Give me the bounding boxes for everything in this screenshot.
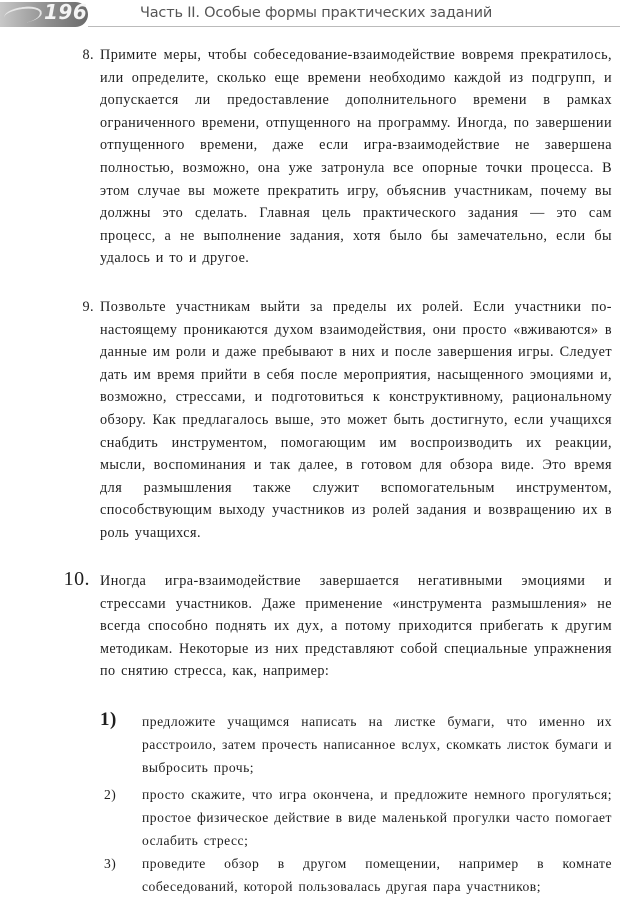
sub-list-item-text: предложите учащимся написать на листке бумаги, что именно их расстроило, затем прочесть написанное вслух, скомкать листок бумаги и выбросить прочь;	[142, 714, 612, 775]
list-item-number: 9.	[82, 299, 94, 315]
sub-list-item	[104, 783, 612, 852]
header-divider	[88, 26, 620, 27]
list-item	[82, 44, 612, 270]
list-item-text: Иногда игра-взаимодействие завершается негативными эмоциями и стрессами участников. Даже применение «инструмента размышления» не всегда способно поднять их дух, а потому приходится прибегать к другим методикам. Некоторые из них представляют собой специальные упражнения по снятию стресса, как, например:	[100, 573, 612, 680]
list-item	[63, 568, 612, 683]
list-item-text: Позвольте участникам выйти за пределы их ролей. Если участники по-настоящему проникаются духом взаимодействия, они просто «вживаются» в данные им роли и даже пребывают в них и после завершения игры. Следует дать им время прийти в себя после мероприятия, насыщенного эмоциями и, возможно, стрессами, и подготовиться к конструктивному, рациональному обзору. Как предлагалось выше, это может быть достигнуто, если учащихся снабдить инструментом, помогающим им воспроизводить их реакции, мысли, воспоминания и так далее, в готовом для обзора виде. Это время для размышления также служит вспомогательным инструментом, способствующим выходу участников из ролей задания и возвращению их в роль учащихся.	[100, 299, 612, 541]
sub-list-item	[100, 709, 612, 779]
running-head: Часть II. Особые формы практических заданий	[140, 5, 493, 21]
sub-list-item	[104, 852, 612, 898]
sub-list-item-number: 1)	[100, 709, 117, 730]
page-header	[0, 0, 620, 30]
sub-list-item-text: просто скажите, что игра окончена, и предложите немного прогуляться; простое физическое действие в виде маленькой прогулки часто помогает ослабить стресс;	[142, 787, 612, 848]
list-item	[82, 296, 612, 545]
list-item-text: Примите меры, чтобы собеседование-взаимодействие вовремя прекратилось, или определите, сколько еще времени необходимо каждой из подгрупп, и допускается ли предоставление дополнительного времени в рамках ограниченного времени, отпущенного на программу. Иногда, по завершении отпущенного времени, даже если игра-взаимодействие не завершена полностью, возможно, она уже затронула все опорные точки процесса. В этом случае вы можете прекратить игру, объяснив участникам, почему вы должны это сделать. Главная цель практического задания — это сам процесс, а не выполнение задания, хотя было бы замечательно, если бы удалось и то и другое.	[100, 47, 612, 267]
page-number: 196	[44, 0, 88, 24]
list-item-number: 8.	[82, 47, 94, 63]
list-item-number: 10.	[63, 568, 90, 590]
swoosh-icon	[3, 4, 43, 25]
sub-list-item-number: 2)	[104, 787, 117, 802]
sub-list-item-number: 3)	[104, 856, 117, 871]
sub-list-item-text: проведите обзор в другом помещении, например в комнате собеседований, которой пользовалась другая пара участников;	[142, 856, 612, 894]
